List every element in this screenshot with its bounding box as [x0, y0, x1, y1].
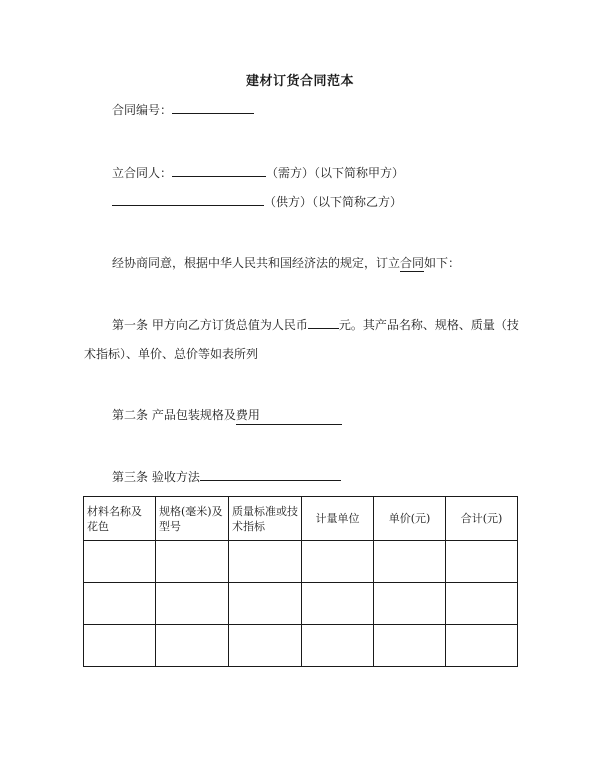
article3-prefix: 第三条 验收方法 — [112, 470, 200, 484]
table-cell — [446, 541, 518, 583]
table-cell — [302, 625, 374, 667]
intro-text: 经协商同意，根据中华人民共和国经济法的规定，订立 — [112, 256, 401, 270]
article1-after-blank: 元。其产品名称、规格、质量（技 — [338, 318, 519, 332]
table-cell — [84, 625, 156, 667]
header-unit-price: 单价(元) — [374, 497, 446, 541]
table-cell — [229, 625, 302, 667]
article2-underlined: 费用 — [236, 407, 342, 425]
table-cell — [156, 583, 229, 625]
table-cell — [374, 541, 446, 583]
seller-note: （供方）（以下简称乙方） — [264, 195, 403, 209]
header-total: 合计(元) — [446, 497, 518, 541]
seller-name-blank — [112, 193, 264, 206]
article1-line1 — [112, 316, 519, 333]
table-row — [84, 625, 518, 667]
article1-prefix: 第一条 甲方向乙方订货总值为人民币 — [112, 318, 308, 332]
table-cell — [229, 541, 302, 583]
intro-line — [112, 255, 460, 271]
parties-label: 立合同人： — [112, 166, 173, 180]
table-cell — [156, 541, 229, 583]
table-cell — [374, 625, 446, 667]
contract-number-label: 合同编号： — [112, 103, 173, 117]
table-row — [84, 541, 518, 583]
article1-line2: 术指标）、单价、总价等如表所列 — [84, 347, 259, 361]
header-unit: 计量单位 — [302, 497, 374, 541]
table-cell — [84, 583, 156, 625]
contract-number-blank — [172, 101, 254, 114]
total-value-blank — [308, 316, 339, 329]
goods-table — [83, 496, 518, 667]
header-spec-model: 规格(毫米)及型号 — [156, 497, 229, 541]
table-cell — [302, 541, 374, 583]
table-cell — [446, 625, 518, 667]
seller-line — [112, 193, 402, 210]
buyer-name-blank — [172, 164, 266, 177]
table-cell — [446, 583, 518, 625]
inspection-method-blank — [200, 468, 341, 481]
contract-number-line — [112, 101, 254, 118]
buyer-line — [112, 164, 404, 181]
header-quality-standard: 质量标准或技术指标 — [229, 497, 302, 541]
table-cell — [156, 625, 229, 667]
intro-after: 如下： — [424, 256, 461, 270]
table-cell — [374, 583, 446, 625]
table-header-row — [84, 497, 518, 541]
document-title: 建材订货合同范本 — [245, 74, 354, 89]
table-row — [84, 583, 518, 625]
table-cell — [302, 583, 374, 625]
intro-underlined: 合同 — [400, 256, 425, 270]
header-material-name: 材料名称及花色 — [84, 497, 156, 541]
table-cell — [229, 583, 302, 625]
buyer-note: （需方）（以下简称甲方） — [266, 166, 405, 180]
article2-prefix: 第二条 产品包装规格及 — [112, 408, 236, 422]
article3-line — [112, 468, 341, 485]
article2-line — [112, 407, 342, 425]
table-cell — [84, 541, 156, 583]
